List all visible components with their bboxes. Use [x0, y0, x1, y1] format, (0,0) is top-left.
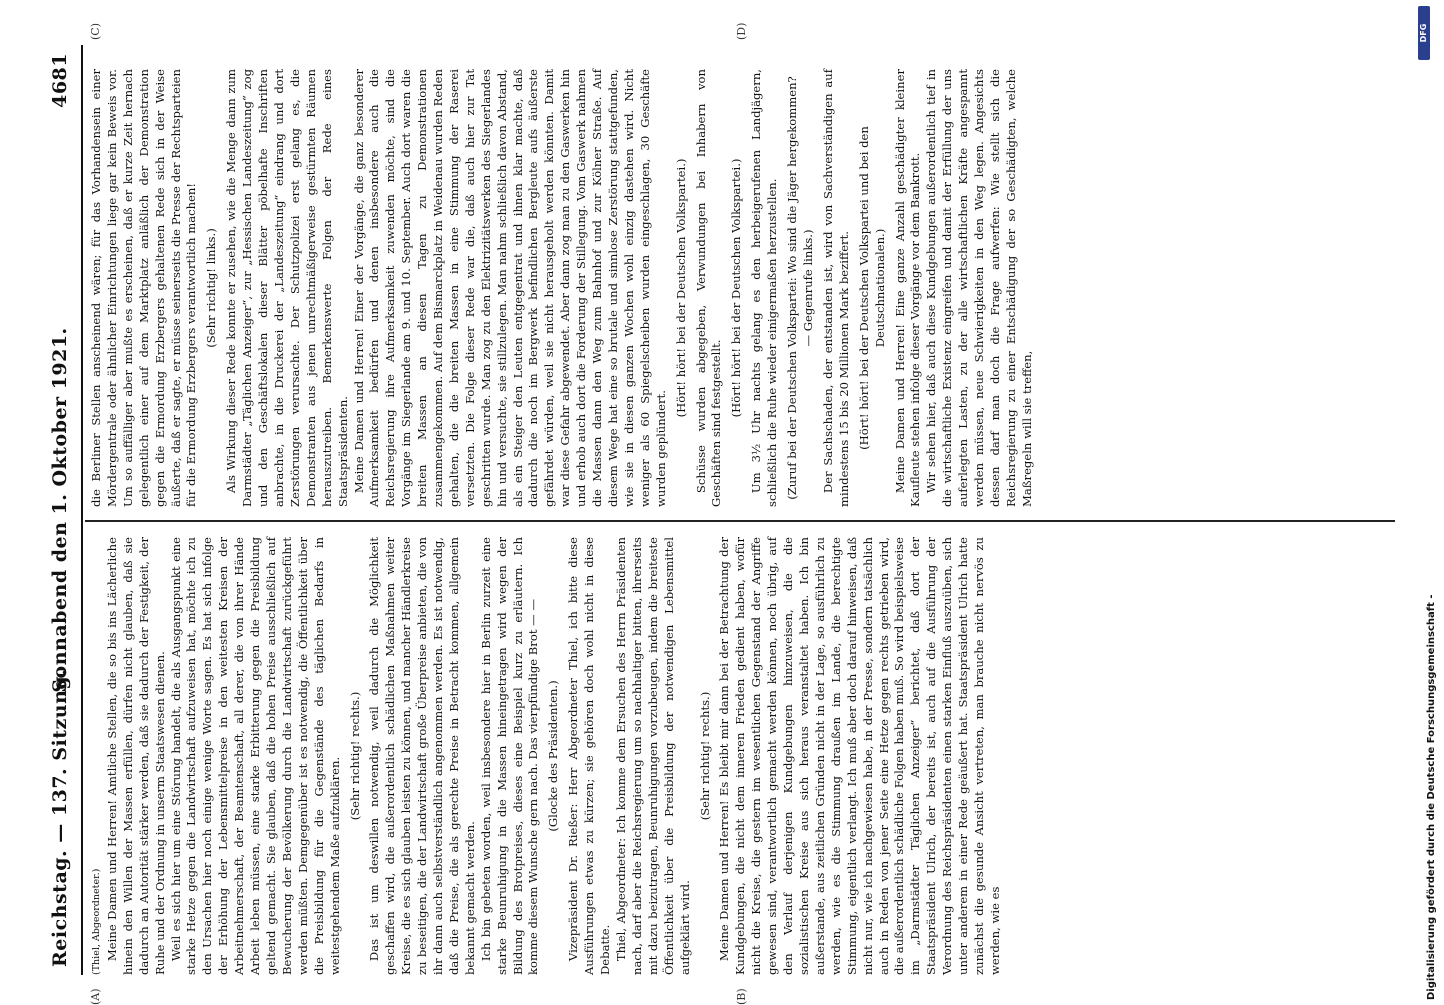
header-left: Reichstag. — 137. Sitzung. — [49, 668, 71, 967]
paragraph: Meine Damen und Herren! Eine ganze Anzahl geschädigter kleiner Kaufleute stehen infolge dieser Vorgänge vor dem Bankrott. — [892, 69, 923, 507]
left-column — [89, 537, 1389, 975]
interjection: (Sehr richtig! links.) — [204, 228, 219, 348]
interjection: (Sehr richtig! rechts.) — [697, 691, 712, 821]
speaker-continuation: (Thiel, Abgeordneter.) — [91, 868, 102, 975]
margin-marker-a: (A) — [89, 988, 102, 1005]
paragraph: Meine Damen und Herren! Einer der Vorgänge, die ganz besonderer Aufmerksamkeit bedürfen und denen insbesondere auch die Reichsregierung ihre Aufmerksamkeit zuwenden möchte, sind die Vorgänge im Siegerlande am 9. und 10. September. Auch dort waren die breiten Massen an diesen Tagen zu Demonstrationen zusammengekommen. Auf dem Bismarckplatz in Weidenau wurden Reden gehalten, die die breiten Massen in eine Stimmung der Raserei versetzten. Die Folge dieser Rede war die, daß auch hier zur Tat geschritten wurde. Man zog zu den Elektrizitätswerken des Siegerlandes hin und versuchte, sie stillzulegen. Man nahm schließlich davon Abstand, als ein Steiger den Leuten entgegentrat und ihnen klar machte, daß dadurch die noch im Bergwerk befindlichen Bergleute aufs äußerste gefährdet würden, weil sie nicht herausgeholt werden könnten. Damit war diese Gefahr abgewendet. Aber dann zog man zu den Gaswerken hin und erhob auch dort die Forderung der Stillegung. Vom Gaswerk nahmen die Massen dann den Weg zum Bahnhof und zur Kölner Straße. Auf diesem Wege hat eine so brutale und sinnlose Zerstörung stattgefunden, wie sie in diesen ganzen Wochen wohl einzig dastehen wird. Nicht weniger als 60 Spiegelscheiben wurden eingeschlagen, 30 Geschäfte wurden geplündert. — [351, 69, 668, 507]
interjection: (Hört! hört! bei der Deutschen Volkspartei.) — [729, 158, 744, 418]
margin-marker-c: (C) — [89, 23, 102, 40]
rotated-document-page — [45, 22, 1405, 1005]
dfg-logo-text: DFG — [1419, 23, 1428, 43]
paragraph: Schüsse wurden abgegeben, Verwundungen bei Inhabern von Geschäften sind festgestellt. — [693, 69, 724, 507]
interjection: (Zuruf bei der Deutschen Volkspartei: Wo sind die Jäger hergekommen? — Gegenrufe links.) — [785, 76, 815, 500]
page-number: 4681 — [49, 53, 71, 108]
paragraph: Meine Damen und Herren! Amtliche Stellen, die so bis ins Lächerliche hinein den Willen der Massen erfüllen, dürfen nicht glauben, daß sie dadurch an Autorität stärker werden, daß sie dadurch der Festigkeit, der Ruhe und der Ordnung in unserm Staatswesen dienen. — [104, 537, 167, 975]
margin-marker-d: (D) — [735, 22, 748, 40]
credit-text: Digitalisierung gefördert durch die Deutsche Forschungsgemeinschaft - — [1426, 594, 1437, 1000]
margin-marker-b: (B) — [735, 988, 748, 1005]
paragraph: die Berliner Stellen anscheinend wären; für das Vorhandensein einer Mördergentrale oder ähnlicher Einrichtungen liege gar kein Beweis vor. Um so auffälliger aber mußte es erscheinen, daß er kurze Zeit hernach gelegentlich einer auf dem Marktplatz anläßlich der Demonstration gegen die Ermordung Erzbergers gehaltenen Rede sich in der Weise äußerte, daß er sagte, er müsse seinerseits die Presse der Rechtsparteien für die Ermordung Erzbergers verantwortlich machen! — [89, 69, 199, 507]
paragraph: Meine Damen und Herren! Es bleibt mir dann bei der Betrachtung der Kundgebungen, die nicht dem inneren Frieden gedient haben, wofür nicht die Kreise, die gestern im wesentlichen Gegenstand der Angriffe gewesen sind, verantwortlich gemacht werden können, noch übrig, auf den Verlauf derjenigen Kundgebungen hinzuweisen, die die sozialistischen Kreise aus sich heraus veranstaltet haben. Ich bin außerstande, aus zeitlichen Gründen nicht in der Lage, so ausführlich zu werden, wie es die Stimmung draußen im Lande, die berechtigte Stimmung, eigentlich verlangt. Ich muß aber doch darauf hinweisen, daß nicht nur, wie ich nachgewiesen habe, in der Presse, sondern tatsächlich auch in Reden von jener Seite eine Hetze gegen rechts getrieben wird, die außerordentlich schädliche Folgen haben muß. So wird beispielsweise im „Darmstädter Täglichen Anzeiger“ berichtet, daß dort der Staatspräsident Ulrich, der bereits ist, auch auf die Ausführung der Verordnung des Reichspräsidenten einen starken Einfluß auszuüben, sich unter anderem in einer Rede geäußert hat. Staatspräsident Ulrich hatte zunächst die gesunde Ansicht vertreten, man brauche nicht nervös zu werden, wie es — [717, 537, 1002, 975]
interjection: (Hört! hört! bei der Deutschen Volkspartei und bei den Deutschnationalen.) — [856, 126, 887, 450]
header-date: Sonnabend den 1. Oktober 1921. — [49, 327, 71, 693]
paragraph: Weil es sich hier um eine Störung handelt, die als Ausgangspunkt eine starke Hetze gegen die Landwirtschaft aufzuweisen hat, möchte ich zu den Ursachen hier noch einige wenige Worte sagen. Es hat sich infolge der Erhöhung der Lebensmittelpreise in den weitesten Kreisen der Arbeitnehmerschaft, der Beamtenschaft, all derer, die von ihrer Hände Arbeit leben müssen, eine starke Erbitterung gegen die Preisbildung geltend gemacht. Sie glauben, daß die hohen Preise ausschließlich auf Bewucherung der Bevölkerung durch die Landwirtschaft zurückgeführt werden müßten. Demgegenüber ist es notwendig, die Öffentlichkeit über die Preisbildung für die Gegenstände des täglichen Bedarfs in weitestgehendem Maße aufzuklären. — [168, 537, 342, 975]
dfg-logo — [1418, 6, 1430, 60]
header-rule — [81, 45, 83, 975]
paragraph: Als Wirkung dieser Rede konnte er zusehen, wie die Menge dann zum Darmstädter „Täglichen Anzeiger“, zur „Hessischen Landeszeitung“ zog und den Geschäftslokalen dieser Blätter pöbelhafte Inschriften anbrachte, in die Druckerei der „Landeszeitung“ eindrang und dort Zerstörungen verursachte. Der Schutzpolizei erst gelang es, die Demonstranten aus jenen unrechtmäßigerweise gestürmten Räumen herauszutreiben. Bemerkenswerte Folgen der Rede eines Staatspräsidenten. — [224, 69, 350, 507]
paragraph: Wir sehen hier, daß auch diese Kundgebungen außerordentlich tief in die wirtschaftliche Existenz eingreifen und damit der Erfüllung der uns auferlegten Lasten, zu der alle wirtschaftlichen Kräfte angespannt werden müssen, neue Schwierigkeiten in den Weg legen. Angesichts dessen darf man doch die Frage aufwerfen: Wie stellt sich die Reichsregierung zu einer Entschädigung der so Geschädigten, welche Maßregeln will sie treffen, — [924, 69, 1034, 507]
paragraph: Ich bin gebeten worden, weil insbesondere hier in Berlin zurzeit eine starke Beunruhigung in die Massen hineingetragen wird wegen der Bildung des Brotpreises, dieses eine Beispiel kurz zu erläutern. Ich komme diesem Wunsche gern nach. Das vierpfündige Brot — — — [478, 537, 541, 975]
paragraph: Der Sachschaden, der entstanden ist, wird von Sachverständigen auf mindestens 15 bis 20 Millionen Mark beziffert. — [820, 69, 851, 507]
paragraph: Thiel, Abgeordneter: Ich komme dem Ersuchen des Herrn Präsidenten nach, darf aber die Reichsregierung um so nachhaltiger bitten, ihrerseits mit dazu beizutragen, Beunruhigungen vorzubeugen, indem die breiteste Öffentlichkeit über die Preisbildung der notwendigen Lebensmittel aufgeklärt wird. — [614, 537, 692, 975]
paragraph: Um 3½ Uhr nachts gelang es den herbeigerufenen Landjägern, schließlich die Ruhe wieder einigermaßen herzustellen. — [749, 69, 780, 507]
page-header — [45, 45, 81, 975]
paragraph: Vizepräsident Dr. Rießer: Herr Abgeordneter Thiel, ich bitte diese Ausführungen etwas zu kürzen; sie gehören doch wohl nicht in diese Debatte. — [566, 537, 613, 975]
interjection: (Sehr richtig! rechts.) — [347, 691, 362, 821]
paragraph: Das ist um deswillen notwendig, weil dadurch die Möglichkeit geschaffen wird, die außerordentlich schädlichen Maßnahmen weiter Kreise, die es sich glauben leisten zu können, und mancher Händlerkreise zu beseitigen, die der Landwirtschaft große Überpreise anbieten, die von ihr dann auch selbstverständlich angenommen werden. Es ist notwendig, daß die Preise, die als gerechte Preise in Betracht kommen, allgemein bekannt gemacht werden. — [367, 537, 477, 975]
right-column — [89, 69, 1389, 507]
interjection: (Hört! hört! bei der Deutschen Volkspartei.) — [673, 158, 688, 418]
interjection: (Glocke des Präsidenten.) — [546, 680, 561, 832]
column-divider — [85, 521, 1395, 523]
digitization-credit — [1412, 0, 1437, 1000]
